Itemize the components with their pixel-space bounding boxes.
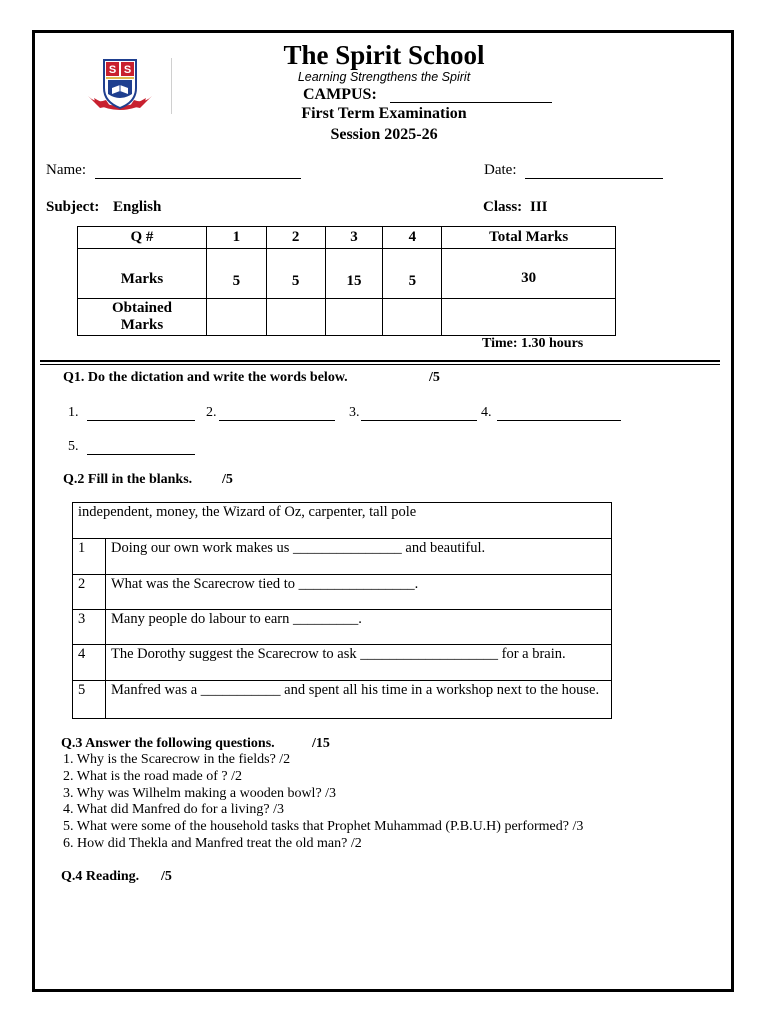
q3-question-list [63,752,583,853]
svg-text:S: S [108,64,117,76]
svg-text:S: S [123,64,132,76]
marks-row-label: Marks [78,249,207,299]
q1-blank-1[interactable] [87,420,195,421]
exam-title: First Term Examination [301,105,467,122]
marks-cell: 15 [325,249,383,299]
table-row [73,539,612,575]
school-name: The Spirit School [283,40,485,70]
item-text: The Dorothy suggest the Scarecrow to ask ___________________ for a brain. [106,645,612,681]
list-item: 2. What is the road made of ? /2 [63,768,242,784]
table-row [73,645,612,681]
obtained-cell[interactable] [383,299,442,336]
marks-header-cell: 3 [325,227,383,249]
q4-marks: /5 [161,869,172,884]
list-item: 1. Why is the Scarecrow in the fields? /2 [63,752,291,767]
fill-blanks-table [72,502,612,719]
name-field[interactable] [95,178,301,179]
marks-header-cell: Q # [78,227,207,249]
date-field[interactable] [525,178,663,179]
section-divider [40,360,720,362]
obtained-cell-total[interactable] [442,299,616,336]
q1-title: Q1. Do the dictation and write the words below. [63,370,348,385]
q1-blank-num: 4. [481,405,492,420]
date-label: Date: [484,162,517,178]
campus-label: CAMPUS: [303,86,377,103]
q3-marks: /15 [312,736,330,751]
obtained-marks-row [78,299,616,336]
item-text: Many people do labour to earn _________. [106,610,612,645]
item-number: 2 [73,575,106,610]
marks-table-header-row [78,227,616,249]
marks-header-cell: 2 [266,227,325,249]
item-number: 5 [73,681,106,719]
list-item: 5. What were some of the household tasks that Prophet Muhammad (P.B.U.H) performed? /3 [63,819,584,835]
obtained-marks-label: Obtained Marks [78,299,207,336]
item-number: 4 [73,645,106,681]
q1-marks: /5 [429,370,440,385]
obtained-cell[interactable] [206,299,266,336]
q2-marks: /5 [222,472,233,487]
q1-blank-4[interactable] [497,420,621,421]
q4-title: Q.4 Reading. [61,869,140,884]
campus-field[interactable] [390,102,552,103]
table-row [73,575,612,610]
marks-cell: 5 [383,249,442,299]
marks-header-cell: 1 [206,227,266,249]
class-label: Class: [483,199,523,215]
item-number: 3 [73,610,106,645]
list-item: 6. How did Thekla and Manfred treat the old man? /2 [63,835,362,851]
q3-title: Q.3 Answer the following questions. [61,736,275,751]
session-label: Session 2025-26 [330,126,438,143]
marks-row [78,249,616,299]
time-label: Time: 1.30 hours [482,336,584,351]
item-text: Manfred was a ___________ and spent all his time in a workshop next to the house. [106,681,612,719]
q1-blank-num: 3. [349,405,360,420]
section-divider-thin [40,364,720,365]
name-label: Name: [46,162,86,178]
q1-blank-num: 5. [68,439,79,454]
item-text: Doing our own work makes us _______________ and beautiful. [106,539,612,575]
table-row [73,681,612,719]
obtained-cell[interactable] [266,299,325,336]
table-row [73,610,612,645]
list-item: 3. Why was Wilhelm making a wooden bowl? /3 [63,785,337,801]
q1-blank-5[interactable] [87,454,195,455]
marks-table [77,226,616,336]
class-value: III [530,199,548,215]
q1-blank-3[interactable] [361,420,477,421]
q1-blank-num: 1. [68,405,79,420]
marks-cell-total: 30 [442,249,616,299]
word-bank-row [73,503,612,539]
list-item: 4. What did Manfred do for a living? /3 [63,802,284,818]
q1-blank-2[interactable] [219,420,335,421]
word-bank: independent, money, the Wizard of Oz, carpenter, tall pole [73,503,612,539]
item-number: 1 [73,539,106,575]
marks-header-cell: 4 [383,227,442,249]
marks-cell: 5 [266,249,325,299]
marks-cell: 5 [206,249,266,299]
q2-title: Q.2 Fill in the blanks. [63,472,193,487]
obtained-cell[interactable] [325,299,383,336]
item-text: What was the Scarecrow tied to ________________. [106,575,612,610]
subject-value: English [113,199,162,215]
marks-header-cell: Total Marks [442,227,616,249]
school-tagline: Learning Strengthens the Spirit [297,70,471,84]
subject-label: Subject: [46,199,100,215]
q1-blank-num: 2. [206,405,217,420]
